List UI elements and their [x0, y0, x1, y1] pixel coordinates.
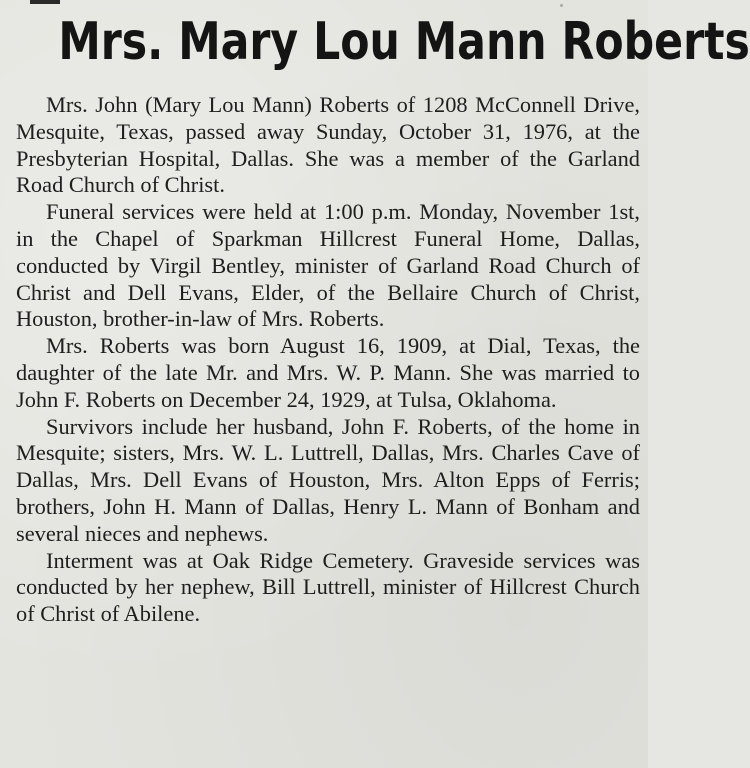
paragraph-funeral-services: Funeral services were held at 1:00 p.m. Monday, November 1st, in the Chapel of Sparkman Hillcrest Funeral Home, Dallas, conducted by Virgil Bentley, minister of Garland Road Church of Christ and Dell Evans, Elder, of the Bellaire Church of Christ, Houston, brother-in-law of Mrs. Roberts. — [16, 199, 640, 332]
paragraph-survivors: Survivors include her husband, John F. Roberts, of the home in Mesquite; sisters, Mrs. W. L. Luttrell, Dallas, Mrs. Charles Cave of Dallas, Mrs. Dell Evans of Houston, Mrs. Alton Epps of Ferris; brothers, John H. Mann of Dallas, Henry L. Mann of Bonham and several nieces and nephews. — [16, 413, 640, 546]
top-rule — [30, 0, 60, 4]
paragraph-death-notice: Mrs. John (Mary Lou Mann) Roberts of 1208 McConnell Drive, Mesquite, Texas, passed away Sunday, October 31, 1976, at the Presbyterian Hospital, Dallas. She was a member of the Garland Road Church of Christ. — [16, 92, 640, 198]
paragraph-birth-marriage: Mrs. Roberts was born August 16, 1909, at Dial, Texas, the daughter of the late Mr. and Mrs. W. P. Mann. She was married to John F. Roberts on December 24, 1929, at Tulsa, Oklahoma. — [16, 333, 640, 412]
obituary-body — [16, 92, 640, 628]
paper-speck — [320, 232, 322, 234]
paragraph-interment: Interment was at Oak Ridge Cemetery. Graveside services was conducted by her nephew, Bill Luttrell, minister of Hillcrest Church of Christ of Abilene. — [16, 547, 640, 627]
paper-speck — [560, 4, 563, 7]
obituary-headline: Mrs. Mary Lou Mann Roberts — [58, 12, 750, 72]
